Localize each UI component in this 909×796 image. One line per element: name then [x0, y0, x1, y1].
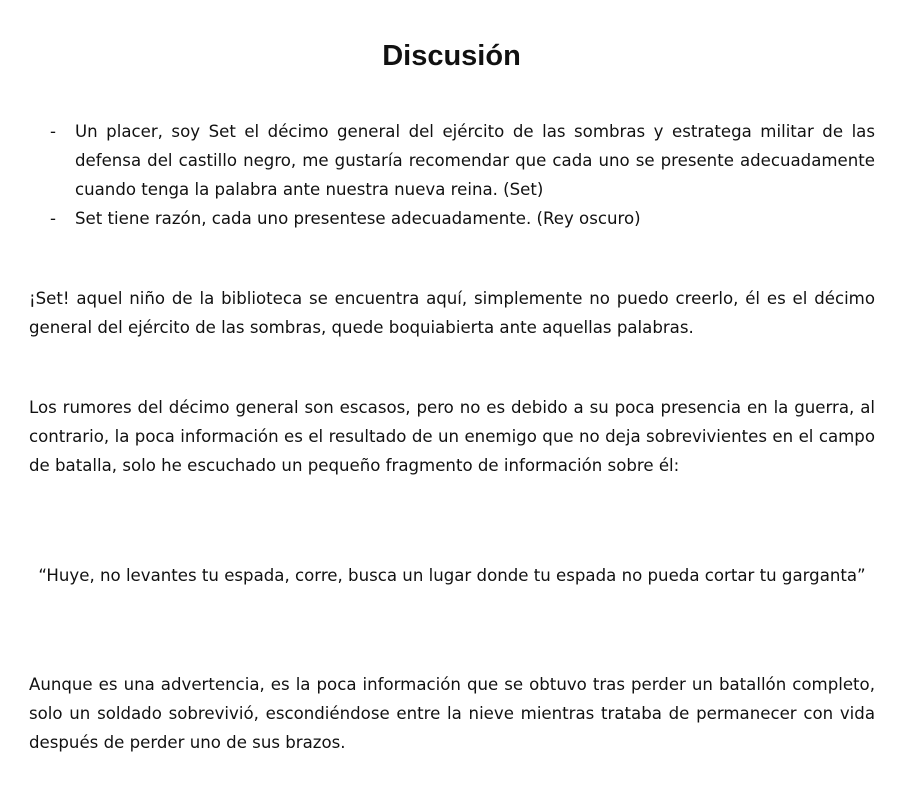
document-title: Discusión: [382, 40, 521, 72]
quote-warning: “Huye, no levantes tu espada, corre, busca un lugar donde tu espada no pueda cortar tu garganta”: [38, 566, 866, 585]
dialogue-text: Un placer, soy Set el décimo general del ejército de las sombras y estratega militar de las defensa del castillo negro, me gustaría recomendar que cada uno se presente adecuadamente cuando tenga la palabra ante nuestra nueva reina. (Set): [75, 122, 875, 199]
dialogue-line-set: [50, 117, 875, 204]
paragraph-rumors: Los rumores del décimo general son escasos, pero no es debido a su poca presencia en la guerra, al contrario, la poca información es el resultado de un enemigo que no deja sobrevivientes en el campo de batalla, solo he escuchado un pequeño fragmento de información sobre él:: [29, 398, 875, 475]
paragraph-closing: Aunque es una advertencia, es la poca información que se obtuvo tras perder un batallón completo, solo un soldado sobrevivió, escondiéndose entre la nieve mientras trataba de permanecer con vida después de perder uno de sus brazos.: [29, 675, 875, 752]
dialogue-dash: -: [50, 122, 56, 141]
dialogue-text: Set tiene razón, cada uno presentese adecuadamente. (Rey oscuro): [75, 209, 641, 228]
dialogue-dash: -: [50, 209, 56, 228]
paragraph-set-reveal: ¡Set! aquel niño de la biblioteca se encuentra aquí, simplemente no puedo creerlo, él es el décimo general del ejército de las sombras, quede boquiabierta ante aquellas palabras.: [29, 289, 875, 337]
dialogue-list: [50, 117, 875, 233]
dialogue-line-rey-oscuro: [50, 204, 875, 233]
